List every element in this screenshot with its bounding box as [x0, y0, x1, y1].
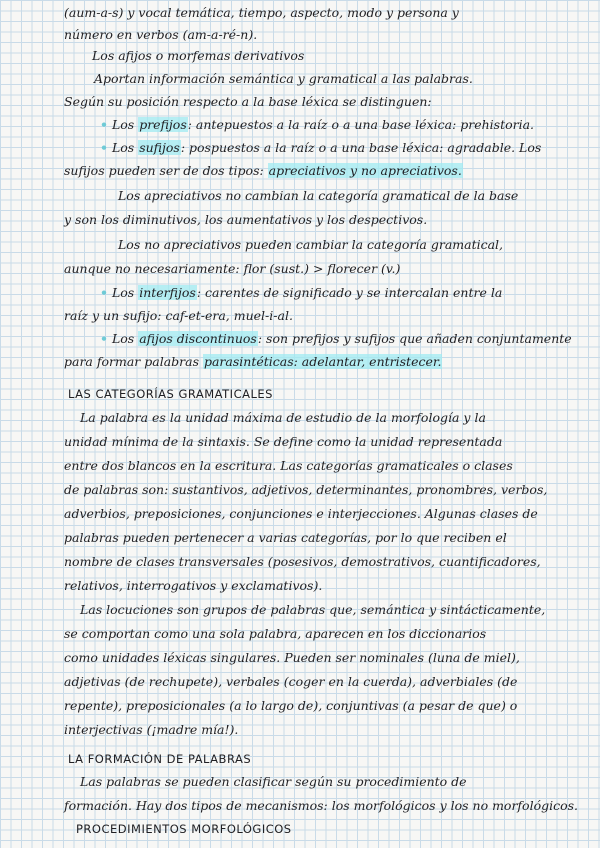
text-line: Las palabras se pueden clasificar según su procedimiento de	[80, 774, 467, 789]
highlighted-term: apreciativos y no apreciativos.	[268, 163, 462, 178]
highlighted-term: afijos discontinuos	[139, 331, 257, 346]
bullet-body: : son prefijos y sufijos que añaden conjuntamente	[257, 331, 572, 346]
bullet-prefijos	[100, 117, 534, 133]
text-line: de palabras son: sustantivos, adjetivos, determinantes, pronombres, verbos,	[64, 482, 548, 497]
text-line: (aum-a-s) y vocal temática, tiempo, aspecto, modo y persona y	[64, 5, 459, 20]
text-line: raíz y un sufijo: caf-et-era, muel-i-al.	[64, 308, 293, 323]
text-line: aunque no necesariamente: flor (sust.) > florecer (v.)	[64, 261, 401, 276]
bullet-dot: •	[100, 331, 108, 346]
bullet-intro: Los	[111, 140, 139, 155]
line-text: para formar palabras	[64, 354, 203, 369]
text-line: Los apreciativos no cambian la categoría gramatical de la base	[118, 188, 519, 203]
highlighted-term: sufijos	[139, 140, 180, 155]
bullet-intro: Los	[111, 285, 139, 300]
text-line: unidad mínima de la sintaxis. Se define como la unidad representada	[64, 434, 503, 449]
section-subtitle: Los afijos o morfemas derivativos	[92, 48, 305, 63]
text-line: número en verbos (am-a-ré-n).	[64, 27, 258, 42]
text-line: como unidades léxicas singulares. Pueden ser nominales (luna de miel),	[64, 650, 520, 665]
bullet-afijos-discontinuos	[100, 331, 572, 347]
text-line: Aportan información semántica y gramatical a las palabras.	[94, 71, 473, 86]
text-line	[64, 163, 463, 179]
text-line: La palabra es la unidad máxima de estudio de la morfología y la	[80, 410, 486, 425]
line-text: sufijos pueden ser de dos tipos:	[64, 163, 268, 178]
subsection-heading: PROCEDIMIENTOS MORFOLÓGICOS	[76, 822, 292, 836]
highlighted-term: parasintéticas: adelantar, entristecer.	[203, 354, 442, 369]
text-line: entre dos blancos en la escritura. Las categorías gramaticales o clases	[64, 458, 513, 473]
section-heading: LAS CATEGORÍAS GRAMATICALES	[68, 387, 273, 401]
bullet-dot: •	[100, 117, 108, 132]
text-line	[64, 354, 442, 370]
text-line: Los no apreciativos pueden cambiar la categoría gramatical,	[118, 237, 504, 252]
bullet-interfijos	[100, 285, 502, 301]
text-line: relativos, interrogativos y exclamativos).	[64, 578, 323, 593]
text-line: nombre de clases transversales (posesivos, demostrativos, cuantificadores,	[64, 554, 541, 569]
text-line: interjectivas (¡madre mía!).	[64, 722, 239, 737]
text-line: repente), preposicionales (a lo largo de), conjuntivas (a pesar de que) o	[64, 698, 518, 713]
highlighted-term: prefijos	[139, 117, 187, 132]
bullet-dot: •	[100, 140, 108, 155]
text-line: Según su posición respecto a la base léxica se distinguen:	[64, 94, 432, 109]
bullet-intro: Los	[111, 331, 139, 346]
text-line: formación. Hay dos tipos de mecanismos: los morfológicos y los no morfológicos.	[64, 798, 579, 813]
bullet-body: : carentes de significado y se intercalan entre la	[196, 285, 503, 300]
text-line: palabras pueden pertenecer a varias categorías, por lo que reciben el	[64, 530, 507, 545]
bullet-intro: Los	[111, 117, 139, 132]
bullet-dot: •	[100, 285, 108, 300]
bullet-sufijos	[100, 140, 541, 156]
text-line: adjetivas (de rechupete), verbales (coger en la cuerda), adverbiales (de	[64, 674, 518, 689]
text-line: Las locuciones son grupos de palabras que, semántica y sintácticamente,	[80, 602, 546, 617]
section-heading: LA FORMACIÓN DE PALABRAS	[68, 752, 252, 766]
text-line: adverbios, preposiciones, conjunciones e interjecciones. Algunas clases de	[64, 506, 538, 521]
bullet-body: : antepuestos a la raíz o a una base léxica: prehistoria.	[187, 117, 535, 132]
bullet-body: : pospuestos a la raíz o a una base léxica: agradable. Los	[180, 140, 542, 155]
text-line: y son los diminutivos, los aumentativos y los despectivos.	[64, 212, 428, 227]
text-line: se comportan como una sola palabra, aparecen en los diccionarios	[64, 626, 487, 641]
highlighted-term: interfijos	[139, 285, 196, 300]
